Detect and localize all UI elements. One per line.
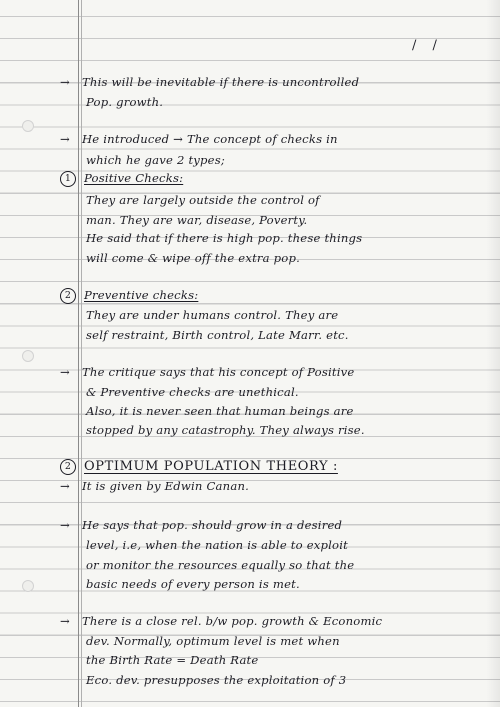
margin-line-secondary bbox=[81, 0, 82, 707]
note-line bbox=[86, 403, 482, 419]
binder-hole bbox=[22, 120, 34, 132]
note-line bbox=[86, 152, 482, 168]
note-line bbox=[86, 94, 482, 110]
note-text: It is given by Edwin Canan. bbox=[82, 479, 249, 493]
note-text: The critique says that his concept of Positive bbox=[82, 365, 355, 379]
note-line bbox=[86, 633, 482, 649]
note-text: will come & wipe off the extra pop. bbox=[86, 251, 300, 265]
subheading-text: Positive Checks: bbox=[84, 171, 184, 185]
margin-line bbox=[78, 0, 79, 707]
note-text: level, i.e, when the nation is able to exploit bbox=[86, 538, 348, 552]
note-line bbox=[86, 672, 482, 688]
note-text: man. They are war, disease, Poverty. bbox=[86, 213, 308, 227]
note-text: They are under humans control. They are bbox=[86, 308, 339, 322]
note-line bbox=[86, 652, 482, 668]
section-number-badge: 2 bbox=[60, 459, 76, 475]
arrow-icon: → bbox=[60, 479, 70, 493]
note-line bbox=[86, 384, 482, 400]
arrow-icon: → bbox=[60, 614, 70, 628]
note-line bbox=[60, 131, 482, 147]
subheading-positive-checks bbox=[60, 170, 482, 187]
page-edge-shadow bbox=[486, 0, 500, 707]
note-text: Also, it is never seen that human beings are bbox=[86, 404, 354, 418]
note-text: self restraint, Birth control, Late Marr. etc. bbox=[86, 328, 349, 342]
note-line bbox=[86, 557, 482, 573]
note-text: stopped by any catastrophy. They always rise. bbox=[86, 423, 365, 437]
note-line bbox=[60, 74, 482, 90]
note-text: There is a close rel. b/w pop. growth & Economic bbox=[82, 614, 383, 628]
arrow-icon: → bbox=[60, 365, 70, 379]
section-heading-text: OPTIMUM POPULATION THEORY : bbox=[84, 459, 338, 474]
note-text: He introduced → The concept of checks in bbox=[82, 132, 338, 146]
note-line bbox=[86, 212, 482, 228]
section-number-badge: 1 bbox=[60, 171, 76, 187]
subheading-text: Preventive checks: bbox=[84, 288, 199, 302]
note-text: the Birth Rate = Death Rate bbox=[86, 653, 259, 667]
note-text: Eco. dev. presupposes the exploitation of 3 bbox=[86, 673, 347, 687]
note-line bbox=[86, 537, 482, 553]
arrow-icon: → bbox=[60, 132, 70, 146]
note-line bbox=[86, 576, 482, 592]
note-line bbox=[86, 327, 482, 343]
section-number-badge: 2 bbox=[60, 288, 76, 304]
note-line bbox=[60, 613, 482, 629]
note-text: which he gave 2 types; bbox=[86, 153, 225, 167]
note-line bbox=[86, 192, 482, 208]
section-heading bbox=[60, 458, 482, 475]
note-line bbox=[86, 422, 482, 438]
note-text: He said that if there is high pop. these things bbox=[86, 231, 363, 245]
note-line bbox=[60, 478, 482, 494]
arrow-icon: → bbox=[60, 75, 70, 89]
note-text: He says that pop. should grow in a desired bbox=[82, 518, 343, 532]
subheading-preventive-checks bbox=[60, 287, 482, 304]
note-text: basic needs of every person is met. bbox=[86, 577, 300, 591]
arrow-icon: → bbox=[60, 518, 70, 532]
note-line bbox=[86, 230, 482, 246]
note-text: or monitor the resources equally so that the bbox=[86, 558, 355, 572]
note-text: Pop. growth. bbox=[86, 95, 164, 109]
note-text: & Preventive checks are unethical. bbox=[86, 385, 299, 399]
note-line bbox=[60, 364, 482, 380]
note-line bbox=[60, 517, 482, 533]
binder-hole bbox=[22, 350, 34, 362]
note-text: dev. Normally, optimum level is met when bbox=[86, 634, 340, 648]
note-text: This will be inevitable if there is uncontrolled bbox=[82, 75, 360, 89]
date-field: / / bbox=[412, 38, 443, 53]
note-text: They are largely outside the control of bbox=[86, 193, 320, 207]
binder-hole bbox=[22, 580, 34, 592]
note-line bbox=[86, 307, 482, 323]
note-line bbox=[86, 250, 482, 266]
